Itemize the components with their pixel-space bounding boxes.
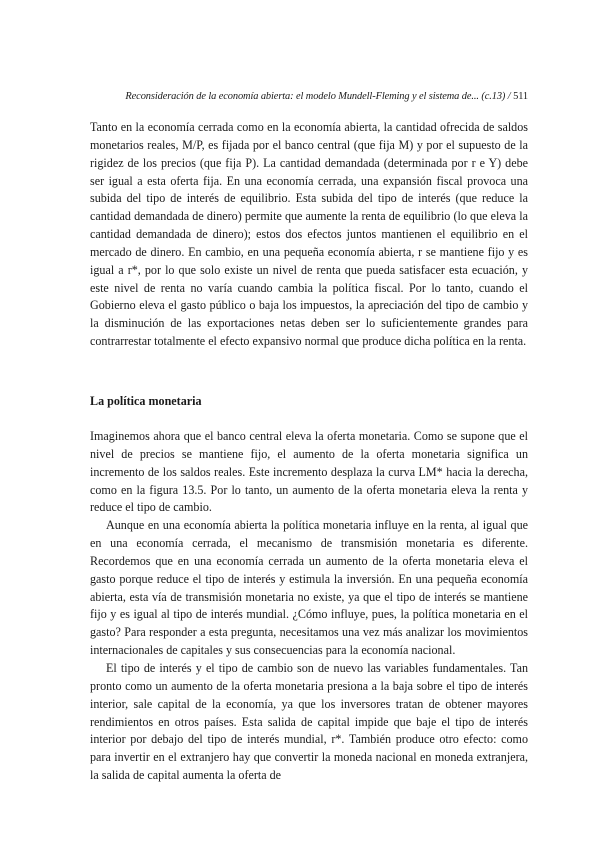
header-separator: / [505,91,514,102]
section-heading: La política monetaria [90,394,202,408]
page-number: 511 [513,91,528,102]
paragraph: Imaginemos ahora que el banco central eleva la oferta monetaria. Como se supone que el nivel de precios se mantiene fijo, el aumento de la oferta monetaria significa un incremento de los saldos reales. Este incremento desplaza la curva LM* hacia la derecha, como en la figura 13.5. Por lo tanto, un aumento de la oferta monetaria eleva la renta y reduce el tipo de cambio. [90,429,528,515]
paragraph: Aunque en una economía abierta la política monetaria influye en la renta, al igual que en una economía cerrada, el mecanismo de transmisión monetaria es diferente. Recordemos que en una economía cerrada un aumento de la oferta monetaria eleva el gasto porque reduce el tipo de interés y estimula la inversión. En una pequeña economía abierta, esta vía de transmisión monetaria no existe, ya que el tipo de interés se mantiene fijo y es igual al tipo de interés mundial. ¿Cómo influye, pues, la política monetaria en el gasto? Para responder a esta pregunta, necesitamos una vez más analizar los movimientos internacionales de capitales y sus consecuencias para la economía nacional. [90,518,528,658]
running-header [90,91,528,102]
running-title: Reconsideración de la economía abierta: el modelo Mundell-Fleming y el sistema de... (c.13) [125,91,506,102]
paragraph: El tipo de interés y el tipo de cambio son de nuevo las variables fundamentales. Tan pronto como un aumento de la oferta monetaria presiona a la baja sobre el tipo de interés interior, sale capital de la economía, ya que los inversores tratan de obtener mayores rendimientos en otros países. Esta salida de capital impide que baje el tipo de interés interior por debajo del tipo de interés mundial, r*. También produce otro efecto: como para invertir en el extranjero hay que convertir la moneda nacional en moneda extranjera, la salida de capital aumenta la oferta de [90,660,528,783]
paragraph: Tanto en la economía cerrada como en la economía abierta, la cantidad ofrecida de saldos monetarios reales, M/P, es fijada por el banco central (que fija M) y por el supuesto de la rigidez de los precios (que fija P). La cantidad demandada (determinada por r e Y) debe ser igual a esta oferta fija. En una economía cerrada, una expansión fiscal provoca una subida del tipo de interés de equilibrio. Esta subida del tipo de interés (que reduce la cantidad demandada de dinero) permite que aumente la renta de equilibrio (lo que eleva la cantidad demandada de dinero); estos dos efectos juntos mantienen el equilibrio en el mercado de dinero. En cambio, en una pequeña economía abierta, r se mantiene fijo y es igual a r*, por lo que solo existe un nivel de renta que pueda satisfacer esta ecuación, y este nivel de renta no varía cuando cambia la política fiscal. Por lo tanto, cuando el Gobierno eleva el gasto público o baja los impuestos, la apreciación del tipo de cambio y la disminución de las exportaciones netas deben ser lo suficientemente grandes para contrarrestar totalmente el efecto expansivo normal que produce dicha política en la renta. [90,120,528,349]
body-text-top [90,119,528,351]
body-text-section [90,428,528,785]
